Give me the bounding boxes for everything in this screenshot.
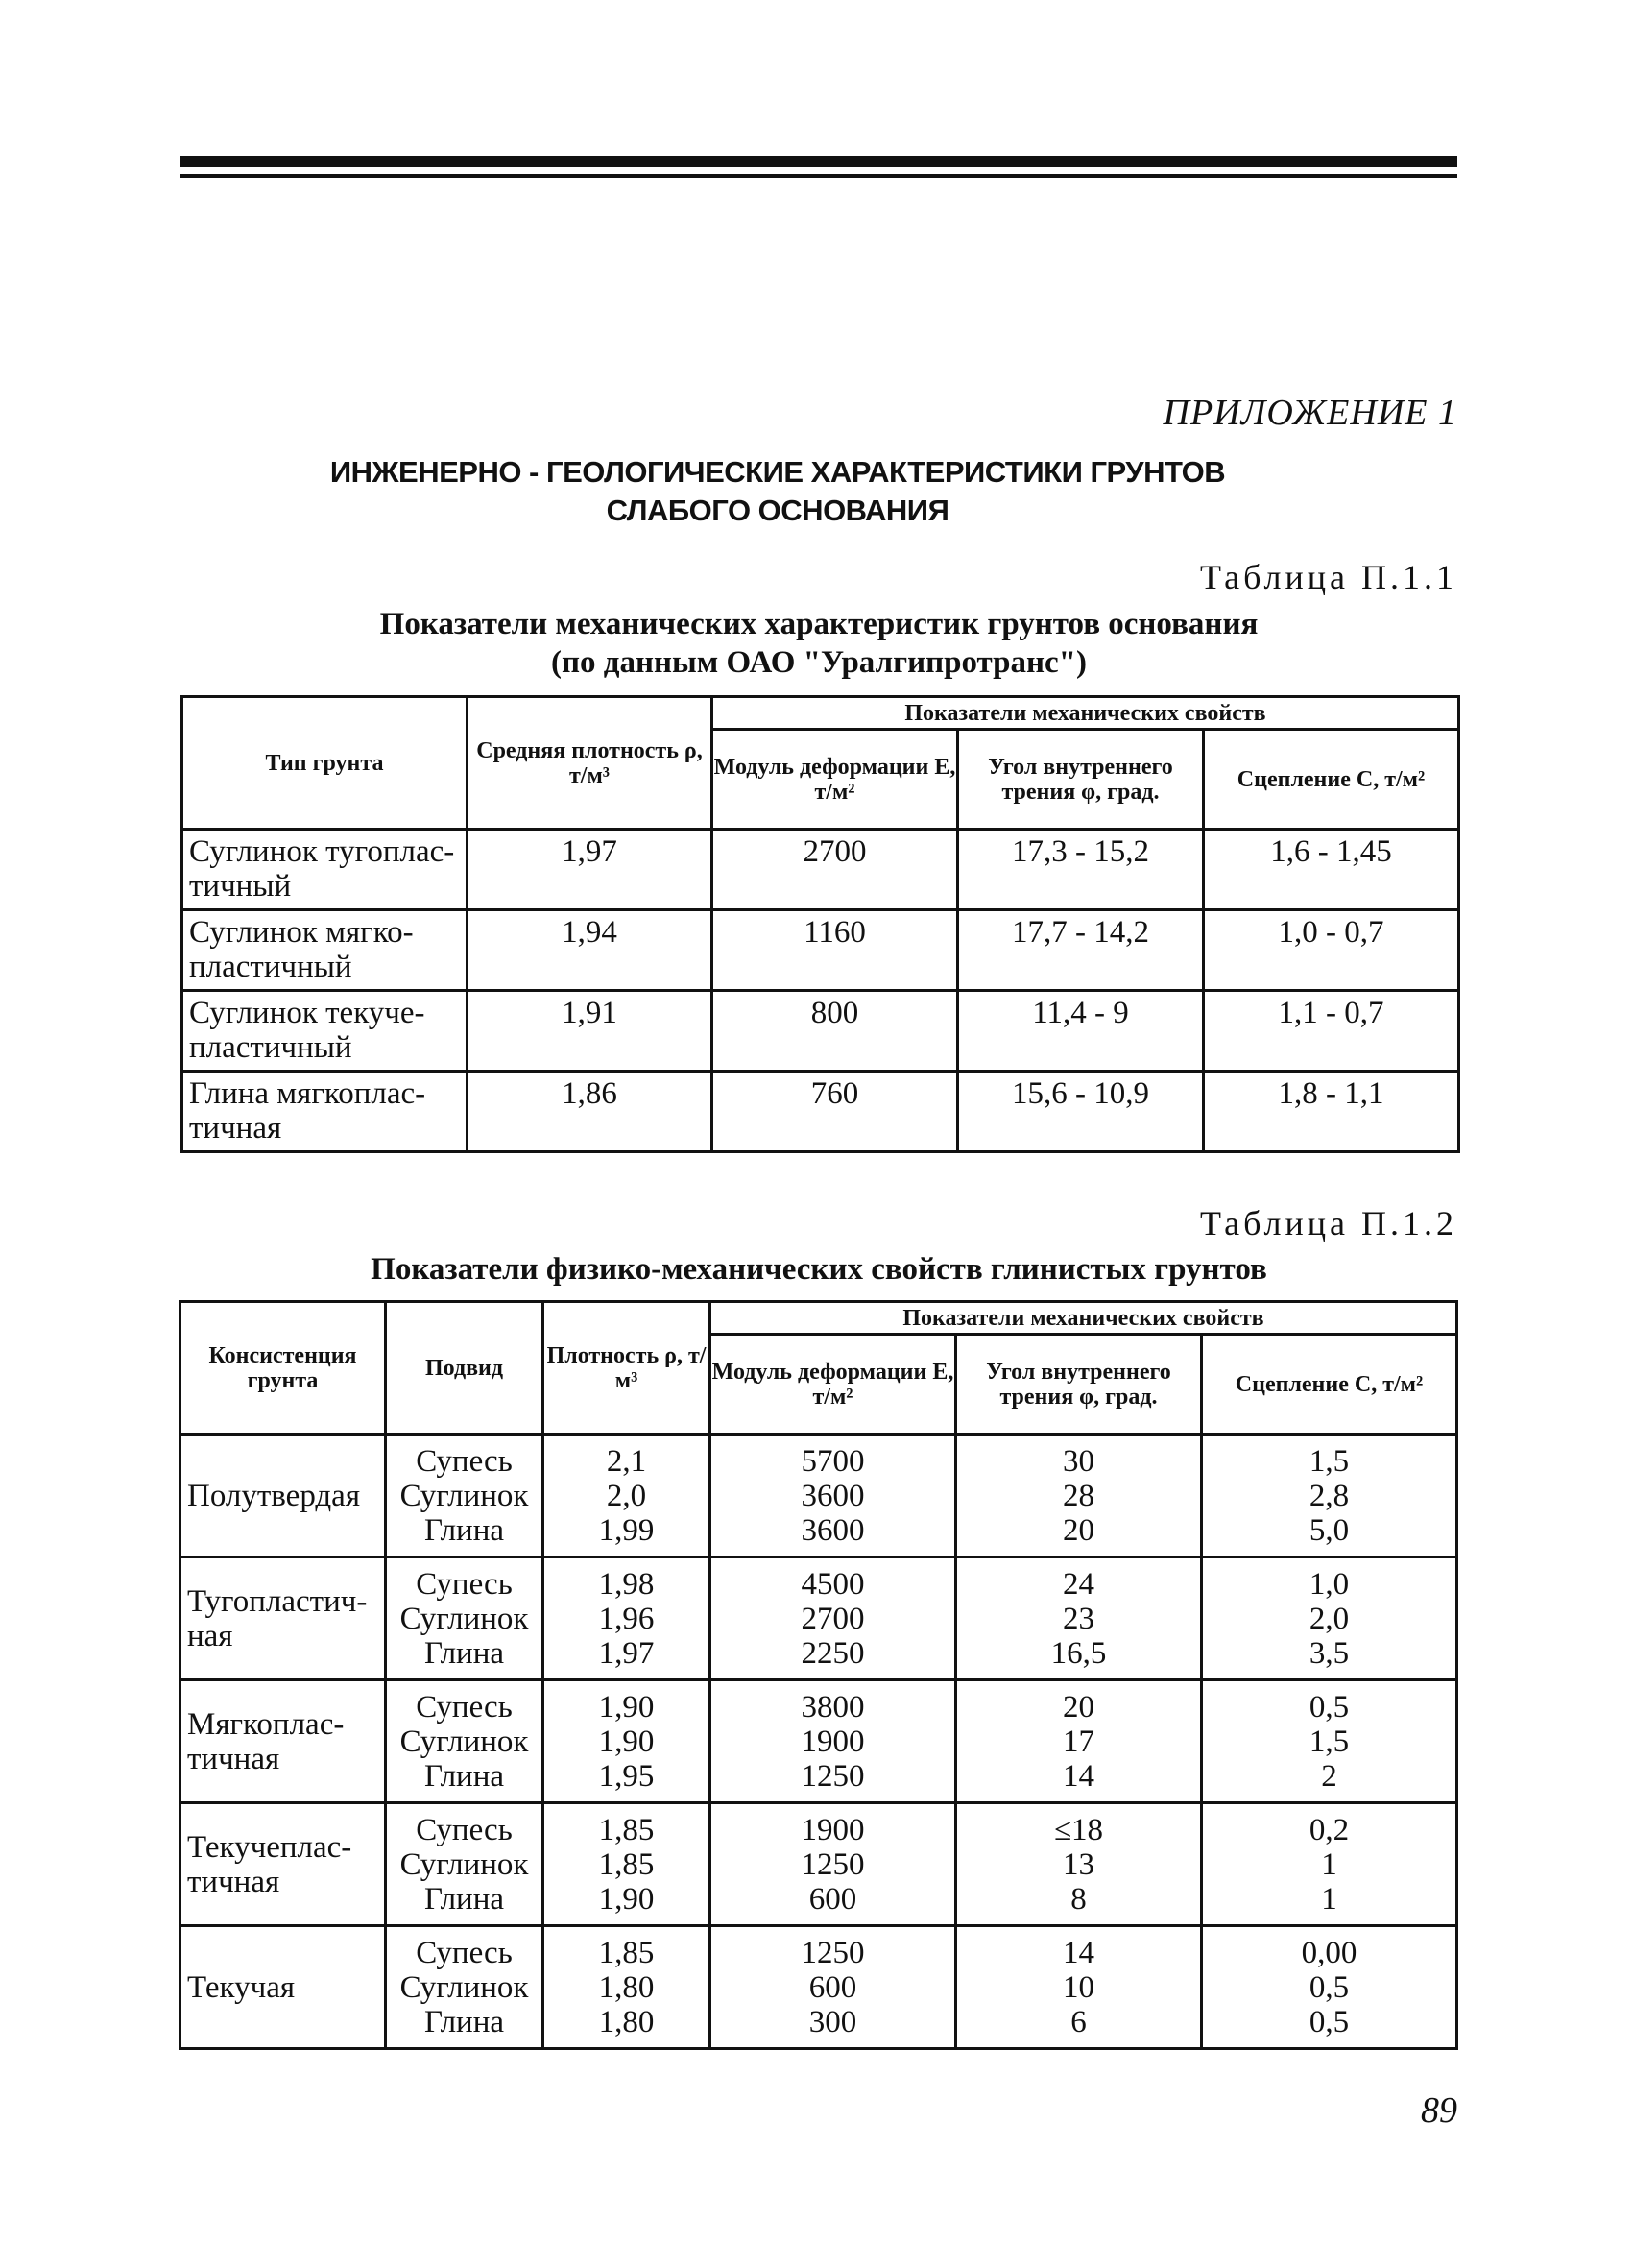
density-list — [543, 1435, 710, 1557]
page-number: 89 — [1421, 2090, 1457, 2131]
table2-header-modulus: Модуль деформации Е, т/м² — [710, 1335, 956, 1435]
table1-header-cohesion: Сцепление С, т/м² — [1204, 730, 1459, 830]
main-title-line1: ИНЖЕНЕРНО - ГЕОЛОГИЧЕСКИЕ ХАРАКТЕРИСТИКИ ГРУНТОВ — [329, 455, 1226, 489]
density: 1,86 — [468, 1072, 712, 1152]
friction-angle: 17,7 - 14,2 — [958, 910, 1204, 991]
friction-angle: 17 — [1063, 1724, 1094, 1759]
density: 1,90 — [598, 1881, 655, 1917]
density: 2,0 — [606, 1478, 647, 1513]
density: 1,98 — [598, 1566, 655, 1602]
friction-angle: 8 — [1070, 1881, 1087, 1917]
subtype-list — [386, 1926, 543, 2049]
consistency: Текучеплас-тичная — [180, 1803, 386, 1926]
cohesion: 0,2 — [1309, 1812, 1350, 1847]
table-row — [182, 1072, 1459, 1152]
consistency: Текучая — [180, 1926, 386, 2049]
cohesion: 0,00 — [1301, 1935, 1357, 1970]
friction-angle: 28 — [1063, 1478, 1094, 1513]
friction-angle: 30 — [1063, 1443, 1094, 1479]
density-list — [543, 1680, 710, 1803]
table-row — [180, 1435, 1457, 1557]
friction-angle: 20 — [1063, 1689, 1094, 1725]
modulus: 5700 — [801, 1443, 865, 1479]
cohesion: 1 — [1321, 1881, 1337, 1917]
friction-angle: 10 — [1063, 1969, 1094, 2005]
table2-header-subtype: Подвид — [386, 1302, 543, 1435]
subtype: Глина — [423, 2004, 505, 2039]
modulus: 300 — [808, 2004, 857, 2039]
density-list — [543, 1926, 710, 2049]
cohesion: 5,0 — [1309, 1512, 1350, 1548]
consistency: Полутвердая — [180, 1435, 386, 1557]
density: 1,91 — [468, 991, 712, 1072]
friction-angle: 13 — [1063, 1846, 1094, 1882]
table-row — [180, 1557, 1457, 1680]
cohesion-list — [1202, 1926, 1457, 2049]
modulus: 800 — [712, 991, 958, 1072]
table-row — [180, 1680, 1457, 1803]
table2-header-cohesion: Сцепление С, т/м² — [1202, 1335, 1457, 1435]
table1-header-group: Показатели механических свойств — [712, 697, 1459, 730]
modulus: 3600 — [801, 1478, 865, 1513]
modulus: 760 — [712, 1072, 958, 1152]
density: 1,99 — [598, 1512, 655, 1548]
angle-list — [956, 1680, 1202, 1803]
density: 1,80 — [598, 2004, 655, 2039]
modulus-list — [710, 1926, 956, 2049]
density: 1,90 — [598, 1689, 655, 1725]
modulus: 1250 — [801, 1846, 865, 1882]
cohesion: 0,5 — [1309, 1689, 1350, 1725]
header-rule-thin — [180, 174, 1457, 178]
cohesion: 1,0 — [1309, 1566, 1350, 1602]
soil-type: Глина мягкоплас-тичная — [182, 1072, 468, 1152]
modulus-list — [710, 1680, 956, 1803]
header-rule-thick — [180, 156, 1457, 167]
subtype: Глина — [423, 1635, 505, 1671]
table2-header-angle: Угол внутреннего трения φ, град. — [956, 1335, 1202, 1435]
friction-angle: 11,4 - 9 — [958, 991, 1204, 1072]
density: 1,85 — [598, 1846, 655, 1882]
cohesion: 2 — [1321, 1758, 1337, 1794]
table2-caption: Показатели физико-механических свойств глинистых грунтов — [371, 1252, 1267, 1287]
modulus: 600 — [808, 1969, 857, 2005]
table1-header-density: Средняя плотность ρ, т/м³ — [468, 697, 712, 830]
cohesion: 0,5 — [1309, 2004, 1350, 2039]
modulus: 600 — [808, 1881, 857, 1917]
friction-angle: 20 — [1063, 1512, 1094, 1548]
table1-caption-line1: Показатели механических характеристик грунтов основания — [379, 607, 1259, 641]
table2 — [179, 1300, 1458, 2050]
cohesion-list — [1202, 1803, 1457, 1926]
main-title-line2: СЛАБОГО ОСНОВАНИЯ — [606, 494, 949, 527]
subtype: Суглинок — [399, 1969, 529, 2005]
cohesion: 1,0 - 0,7 — [1204, 910, 1459, 991]
cohesion: 1,6 - 1,45 — [1204, 830, 1459, 910]
table-row — [180, 1803, 1457, 1926]
subtype: Суглинок — [399, 1601, 529, 1636]
subtype: Супесь — [416, 1566, 513, 1602]
subtype-list — [386, 1435, 543, 1557]
subtype: Глина — [423, 1512, 505, 1548]
cohesion-list — [1202, 1435, 1457, 1557]
table1-header-modulus: Модуль деформации Е, т/м² — [712, 730, 958, 830]
table-row — [182, 991, 1459, 1072]
soil-type: Суглинок мягко-пластичный — [182, 910, 468, 991]
table-row — [182, 830, 1459, 910]
friction-angle: 23 — [1063, 1601, 1094, 1636]
friction-angle: 16,5 — [1050, 1635, 1107, 1671]
density: 1,90 — [598, 1724, 655, 1759]
subtype-list — [386, 1680, 543, 1803]
modulus: 2700 — [712, 830, 958, 910]
appendix-label: ПРИЛОЖЕНИЕ 1 — [1163, 393, 1457, 433]
modulus: 3600 — [801, 1512, 865, 1548]
density: 1,94 — [468, 910, 712, 991]
density: 1,85 — [598, 1812, 655, 1847]
density: 1,80 — [598, 1969, 655, 2005]
density: 1,97 — [468, 830, 712, 910]
soil-type: Суглинок текуче-пластичный — [182, 991, 468, 1072]
friction-angle: 15,6 - 10,9 — [958, 1072, 1204, 1152]
angle-list — [956, 1926, 1202, 2049]
friction-angle: 14 — [1063, 1935, 1094, 1970]
table2-header-consistency: Консистенция грунта — [180, 1302, 386, 1435]
modulus: 1160 — [712, 910, 958, 991]
soil-type: Суглинок тугоплас-тичный — [182, 830, 468, 910]
friction-angle: 14 — [1063, 1758, 1094, 1794]
density: 1,85 — [598, 1935, 655, 1970]
friction-angle: 17,3 - 15,2 — [958, 830, 1204, 910]
table-row — [182, 910, 1459, 991]
density: 1,96 — [598, 1601, 655, 1636]
table-row — [180, 1926, 1457, 2049]
cohesion: 2,8 — [1309, 1478, 1350, 1513]
subtype: Глина — [423, 1881, 505, 1917]
angle-list — [956, 1435, 1202, 1557]
density: 1,97 — [598, 1635, 655, 1671]
modulus: 1250 — [801, 1758, 865, 1794]
cohesion: 1,5 — [1309, 1443, 1350, 1479]
density: 1,95 — [598, 1758, 655, 1794]
table1-header-angle: Угол внутреннего трения φ, град. — [958, 730, 1204, 830]
cohesion: 0,5 — [1309, 1969, 1350, 2005]
modulus: 4500 — [801, 1566, 865, 1602]
angle-list — [956, 1557, 1202, 1680]
subtype-list — [386, 1803, 543, 1926]
table1 — [180, 695, 1460, 1153]
table2-header-group: Показатели механических свойств — [710, 1302, 1457, 1335]
consistency: Тугопластич-ная — [180, 1557, 386, 1680]
subtype-list — [386, 1557, 543, 1680]
modulus: 1900 — [801, 1724, 865, 1759]
density-list — [543, 1557, 710, 1680]
modulus: 1900 — [801, 1812, 865, 1847]
cohesion: 1,1 - 0,7 — [1204, 991, 1459, 1072]
density: 2,1 — [606, 1443, 647, 1479]
cohesion: 1,8 - 1,1 — [1204, 1072, 1459, 1152]
modulus: 3800 — [801, 1689, 865, 1725]
table2-header-density: Плотность ρ, т/м³ — [543, 1302, 710, 1435]
modulus: 2250 — [801, 1635, 865, 1671]
cohesion: 1,5 — [1309, 1724, 1350, 1759]
cohesion-list — [1202, 1680, 1457, 1803]
subtype: Супесь — [416, 1443, 513, 1479]
modulus-list — [710, 1435, 956, 1557]
cohesion: 3,5 — [1309, 1635, 1350, 1671]
friction-angle: 24 — [1063, 1566, 1094, 1602]
subtype: Супесь — [416, 1935, 513, 1970]
density-list — [543, 1803, 710, 1926]
table1-number: Таблица П.1.1 — [1200, 558, 1457, 596]
subtype: Суглинок — [399, 1478, 529, 1513]
consistency: Мягкоплас-тичная — [180, 1680, 386, 1803]
cohesion: 1 — [1321, 1846, 1337, 1882]
cohesion-list — [1202, 1557, 1457, 1680]
table1-caption-line2: (по данным ОАО "Уралгипротранс") — [551, 645, 1087, 680]
modulus-list — [710, 1557, 956, 1680]
subtype: Глина — [423, 1758, 505, 1794]
subtype: Супесь — [416, 1812, 513, 1847]
subtype: Супесь — [416, 1689, 513, 1725]
subtype: Суглинок — [399, 1846, 529, 1882]
modulus-list — [710, 1803, 956, 1926]
subtype: Суглинок — [399, 1724, 529, 1759]
table1-header-type: Тип грунта — [182, 697, 468, 830]
table2-number: Таблица П.1.2 — [1200, 1204, 1457, 1243]
angle-list — [956, 1803, 1202, 1926]
friction-angle: ≤18 — [1053, 1812, 1104, 1847]
cohesion: 2,0 — [1309, 1601, 1350, 1636]
modulus: 1250 — [801, 1935, 865, 1970]
friction-angle: 6 — [1070, 2004, 1087, 2039]
modulus: 2700 — [801, 1601, 865, 1636]
